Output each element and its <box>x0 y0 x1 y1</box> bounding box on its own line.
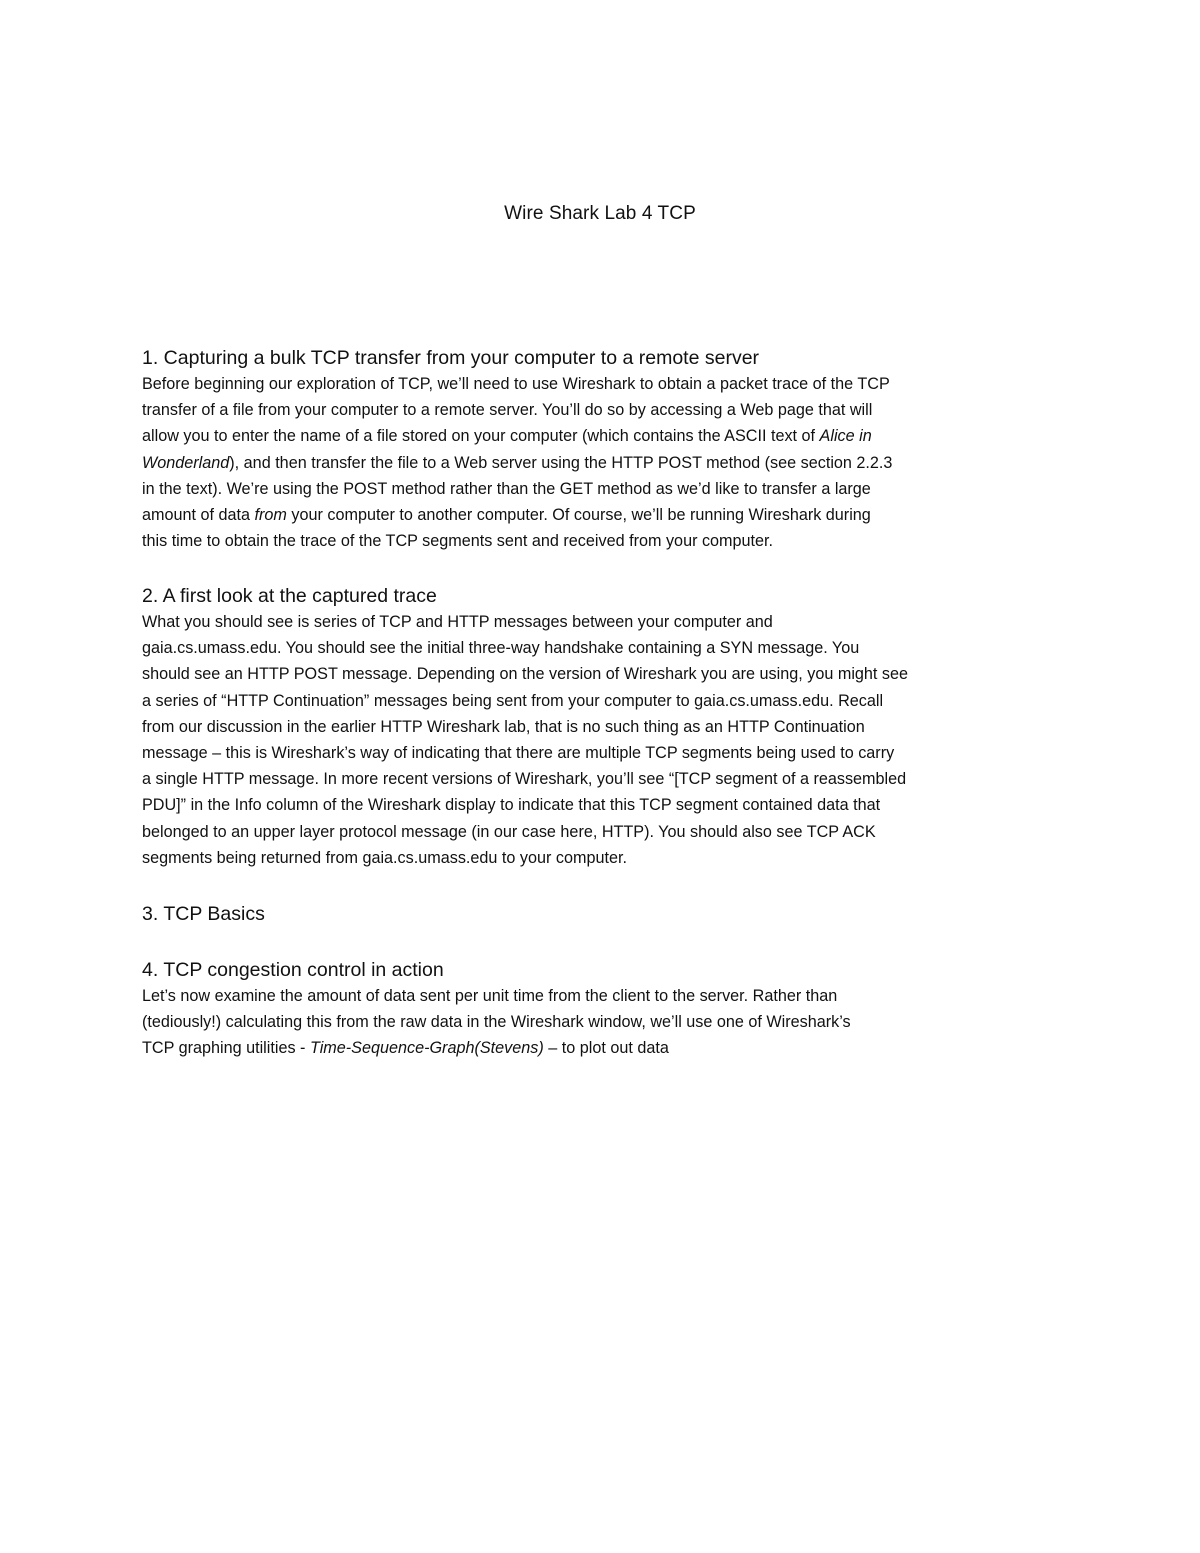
section-heading: 3. TCP Basics <box>142 903 265 925</box>
section-first-look <box>142 583 1060 871</box>
section-heading: 4. TCP congestion control in action <box>142 959 444 981</box>
section-capturing-bulk-transfer <box>142 345 1060 554</box>
document-title: Wire Shark Lab 4 TCP <box>504 203 696 224</box>
paragraph-line: Let’s now examine the amount of data sent per unit time from the client to the server. Rather than <box>142 987 838 1005</box>
section-heading: 1. Capturing a bulk TCP transfer from your computer to a remote server <box>142 347 760 369</box>
paragraph-line: (tediously!) calculating this from the raw data in the Wireshark window, we’ll use one of Wireshark’s <box>142 1013 851 1032</box>
paragraph-line: gaia.cs.umass.edu. You should see the initial three-way handshake containing a SYN message. You <box>142 639 860 658</box>
section-congestion-control <box>142 957 1060 1062</box>
paragraph-line: belonged to an upper layer protocol message (in our case here, HTTP). You should also see TCP ACK <box>142 822 876 841</box>
paragraph-line: message – this is Wireshark’s way of indicating that there are multiple TCP segments being used to carry <box>142 744 895 763</box>
section-heading: 2. A first look at the captured trace <box>142 585 437 607</box>
paragraph-line: from our discussion in the earlier HTTP Wireshark lab, that is no such thing as an HTTP Continuation <box>142 717 865 736</box>
paragraph-line: allow you to enter the name of a file stored on your computer (which contains the ASCII text of Alice in <box>142 427 872 446</box>
paragraph-line: this time to obtain the trace of the TCP segments sent and received from your computer. <box>142 532 774 551</box>
paragraph-line: amount of data from your computer to another computer. Of course, we’ll be running Wireshark during <box>142 506 871 525</box>
paragraph-line: Wonderland), and then transfer the file to a Web server using the HTTP POST method (see section 2.2.3 <box>142 453 893 472</box>
italic-text: Wonderland <box>142 453 230 472</box>
paragraph-line: a single HTTP message. In more recent versions of Wireshark, you’ll see “[TCP segment of a reassembled <box>142 770 907 789</box>
italic-text: from <box>254 506 287 525</box>
paragraph-line: in the text). We’re using the POST method rather than the GET method as we’d like to transfer a large <box>142 479 871 498</box>
italic-text: Time-Sequence-Graph(Stevens) <box>309 1039 544 1058</box>
paragraph-line: transfer of a file from your computer to a remote server. You’ll do so by accessing a Web page that will <box>142 401 873 420</box>
paragraph-line: What you should see is series of TCP and HTTP messages between your computer and <box>142 613 773 631</box>
italic-text: Alice in <box>819 427 872 446</box>
paragraph-line: segments being returned from gaia.cs.umass.edu to your computer. <box>142 848 627 867</box>
paragraph-line: a series of “HTTP Continuation” messages being sent from your computer to gaia.cs.umass.edu. Recall <box>142 691 884 710</box>
paragraph-line: Before beginning our exploration of TCP, we’ll need to use Wireshark to obtain a packet trace of the TCP <box>142 375 890 393</box>
paragraph-line: PDU]” in the Info column of the Wireshark display to indicate that this TCP segment contained data that <box>142 796 881 815</box>
section-tcp-basics <box>142 901 1060 927</box>
paragraph-line: TCP graphing utilities - Time-Sequence-Graph(Stevens) – to plot out data <box>142 1039 669 1058</box>
paragraph-line: should see an HTTP POST message. Depending on the version of Wireshark you are using, you might see <box>142 665 909 684</box>
